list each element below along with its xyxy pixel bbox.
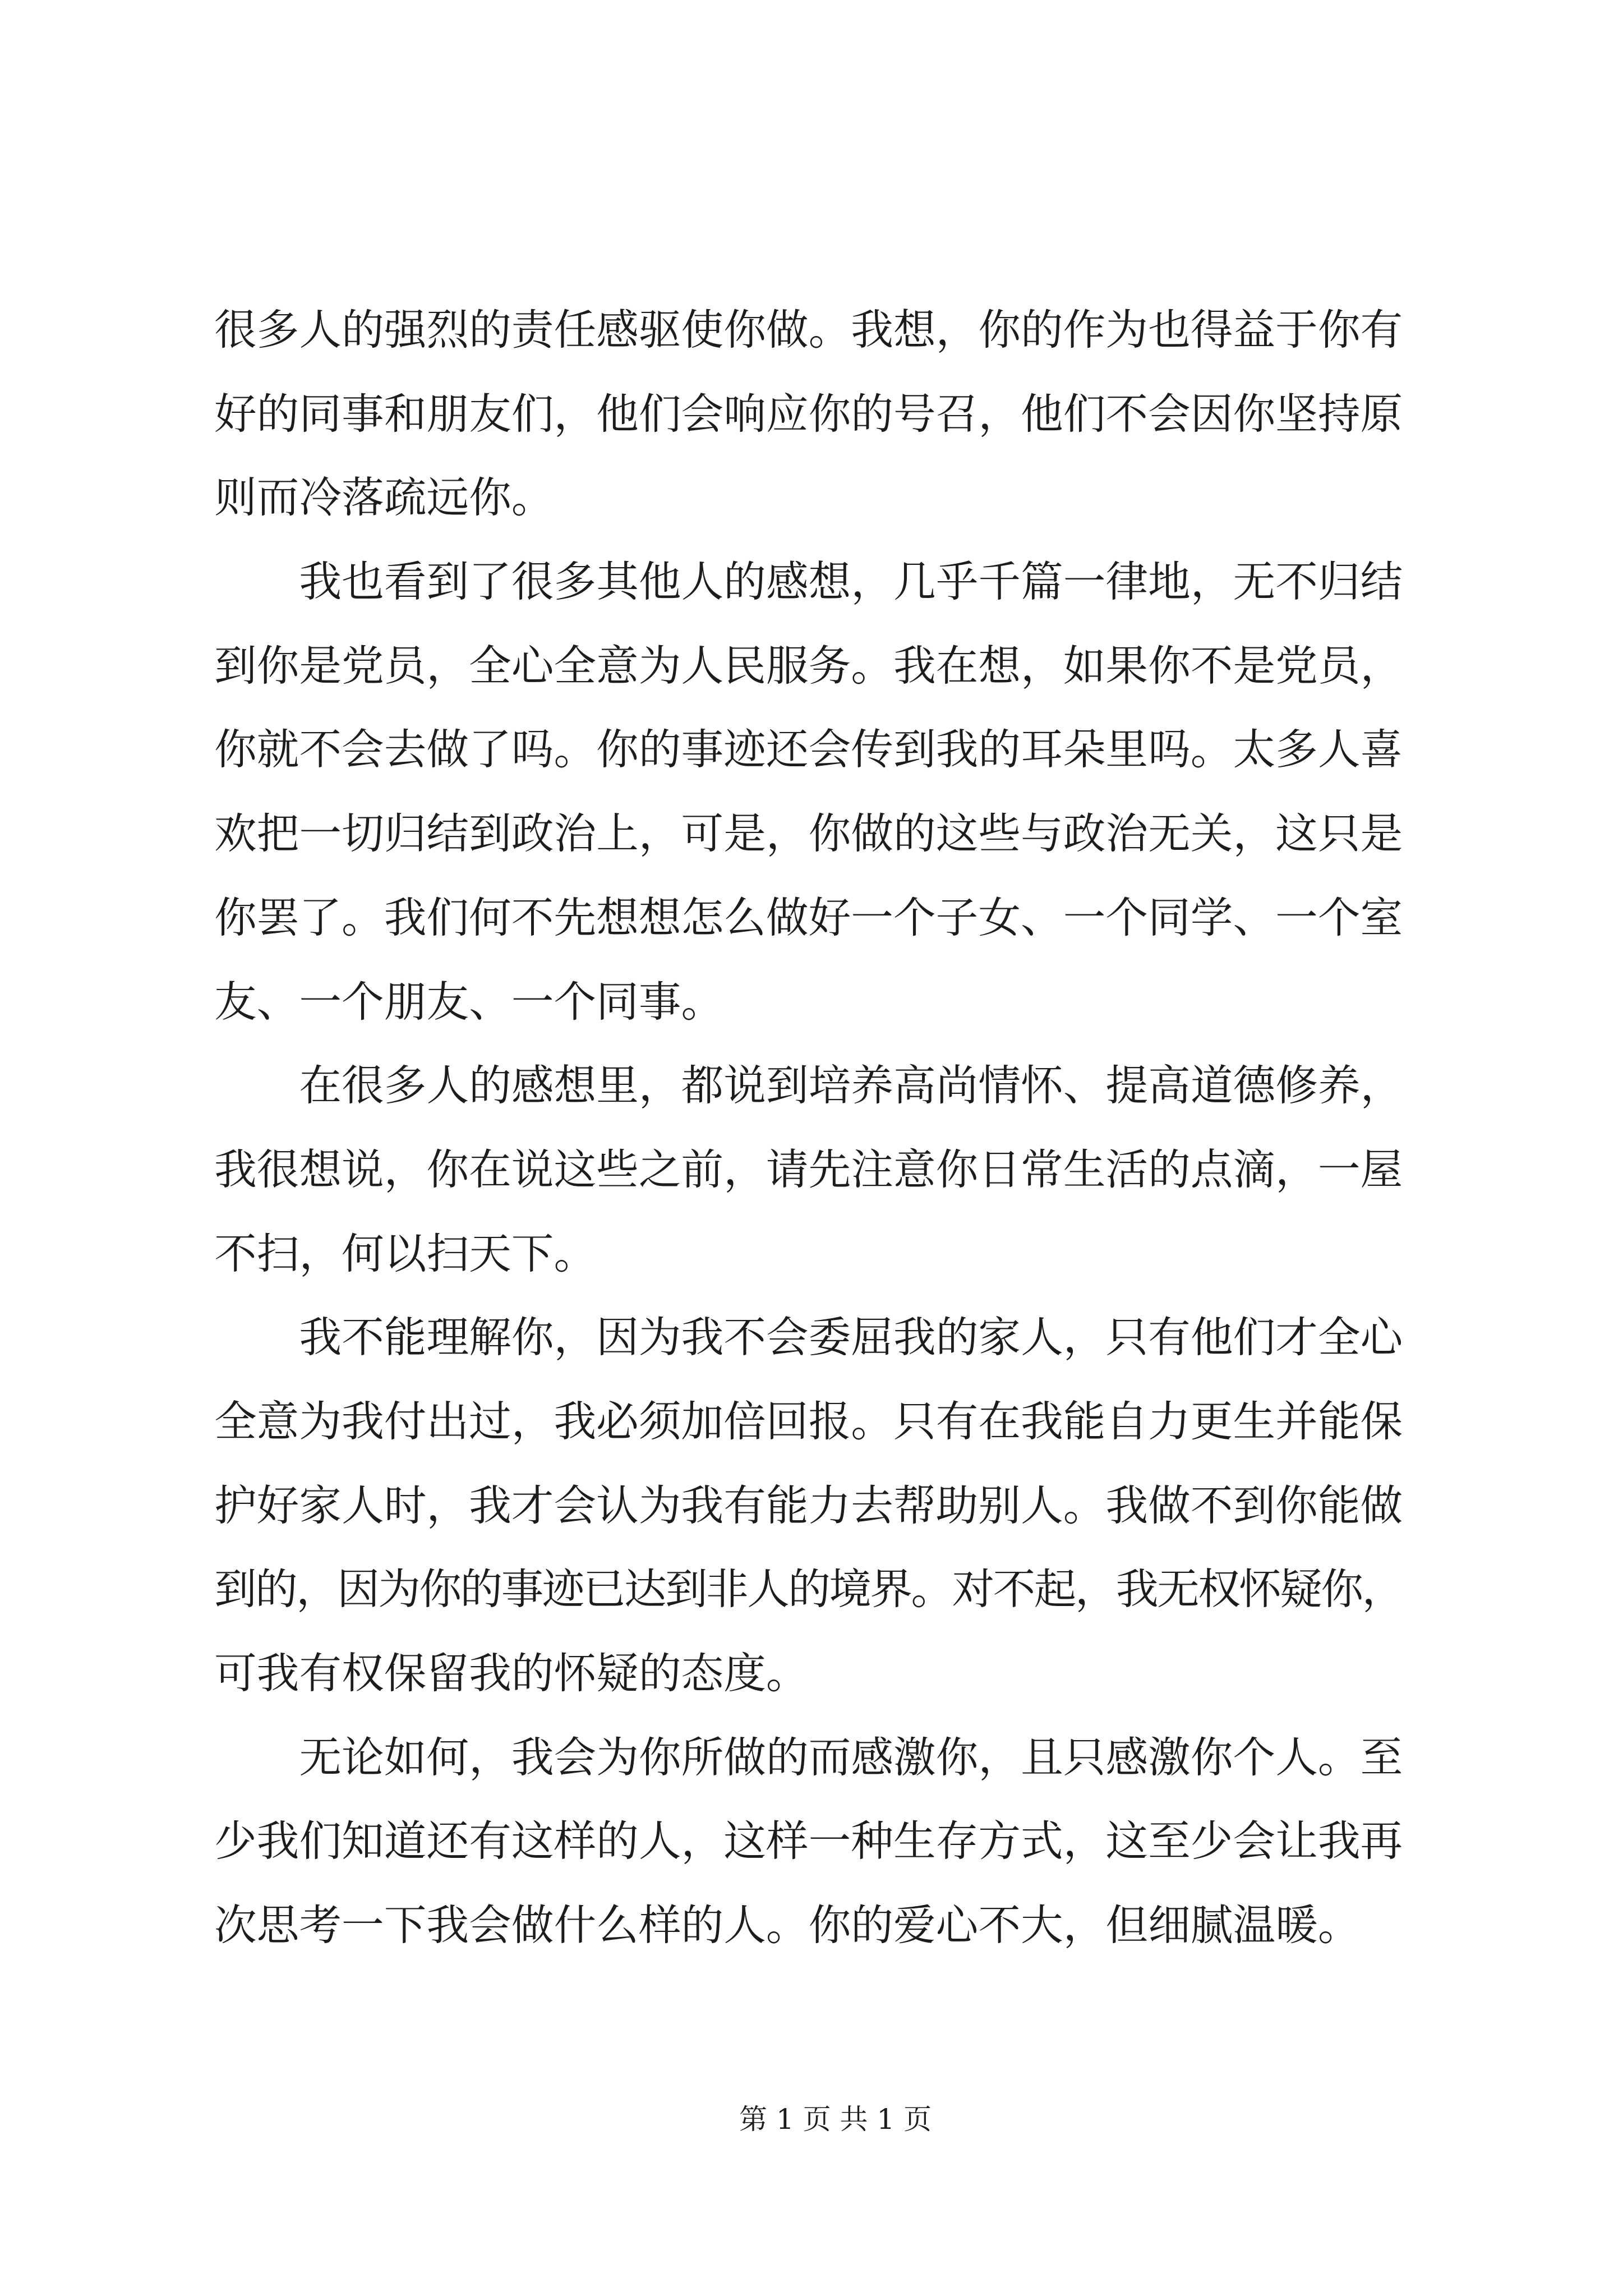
text-line: 护好家人时，我才会认为我有能力去帮助别人。我做不到你能做: [214, 1480, 1403, 1530]
paragraph-4: [214, 1296, 1414, 1715]
text-line: 你就不会去做了吗。你的事迹还会传到我的耳朵里吗。太多人喜: [214, 725, 1403, 775]
text-line: 好的同事和朋友们，他们会响应你的号召，他们不会因你坚持原: [214, 389, 1403, 439]
text-line: 很多人的强烈的责任感驱使你做。我想，你的作为也得益于你有: [214, 305, 1403, 355]
paragraph-1: [214, 288, 1414, 540]
text-line: 我很想说，你在说这些之前，请先注意你日常生活的点滴，一屋: [214, 1144, 1403, 1194]
text-line: 则而冷落疏远你。: [214, 473, 554, 523]
document-body: [214, 288, 1414, 1968]
text-line: 欢把一切归结到政治上，可是，你做的这些与政治无关，这只是: [214, 809, 1403, 859]
text-line: 次思考一下我会做什么样的人。你的爱心不大，但细腻温暖。: [214, 1901, 1361, 1950]
paragraph-3: [214, 1044, 1414, 1296]
text-line: 到你是党员，全心全意为人民服务。我在想，如果你不是党员，: [214, 641, 1403, 691]
text-line: 无论如何，我会为你所做的而感激你，且只感激你个人。至: [299, 1732, 1403, 1782]
text-line: 全意为我付出过，我必须加倍回报。只有在我能自力更生并能保: [214, 1396, 1403, 1446]
text-line: 我也看到了很多其他人的感想，几乎千篇一律地，无不归结: [299, 557, 1403, 607]
text-line: 在很多人的感想里，都说到培养高尚情怀、提高道德修养，: [299, 1061, 1403, 1111]
paragraph-2: [214, 540, 1414, 1044]
text-line: 少我们知道还有这样的人，这样一种生存方式，这至少会让我再: [214, 1816, 1403, 1866]
text-line: 不扫，何以扫天下。: [214, 1228, 597, 1278]
text-line: 可我有权保留我的怀疑的态度。: [214, 1649, 809, 1698]
text-line: 你罢了。我们何不先想想怎么做好一个子女、一个同学、一个室: [214, 892, 1403, 942]
paragraph-5: [214, 1716, 1414, 1968]
text-line: 友、一个朋友、一个同事。: [214, 977, 724, 1027]
text-line: 到的，因为你的事迹已达到非人的境界。对不起，我无权怀疑你，: [214, 1565, 1403, 1614]
page-number-footer: 第 1 页 共 1 页: [739, 2103, 932, 2136]
text-line: 我不能理解你，因为我不会委屈我的家人，只有他们才全心: [299, 1313, 1403, 1363]
